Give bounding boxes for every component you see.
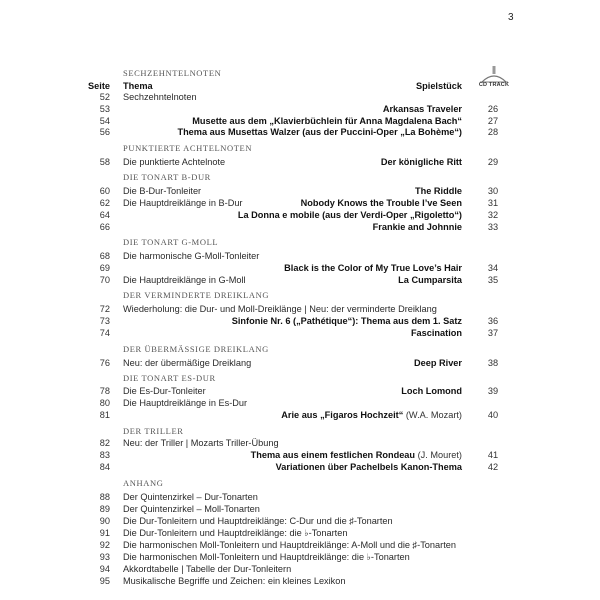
toc-row: [0, 91, 600, 103]
page-ref: 91: [99, 528, 110, 538]
toc-row: [0, 357, 600, 369]
piece: [276, 461, 462, 473]
page-ref: 81: [99, 410, 110, 420]
column-header-spielstueck: Spielstück: [416, 81, 462, 91]
topic: Die Es-Dur-Tonleiter: [123, 386, 206, 396]
piece-title: La Donna e mobile (aus der Verdi-Oper „Rigoletto“): [237, 210, 462, 220]
toc-row: [0, 551, 600, 563]
page-number: 3: [508, 12, 514, 23]
piece-title: Black is the Color of My True Love’s Hair: [284, 263, 462, 273]
page-ref: 84: [99, 462, 110, 472]
topic: Akkordtabelle | Tabelle der Dur-Tonleitern: [123, 564, 292, 574]
toc-row: [0, 315, 600, 327]
topic: Neu: der Triller | Mozarts Triller-Übung: [123, 438, 279, 448]
piece-title: Thema aus Musettas Walzer (aus der Puccini-Oper „La Bohème“): [177, 127, 462, 137]
page-ref: 53: [99, 104, 110, 114]
topic: Musikalische Begriffe und Zeichen: ein kleines Lexikon: [123, 576, 346, 586]
piece: [301, 197, 462, 209]
page-ref: 72: [99, 304, 110, 314]
toc-row: [0, 397, 600, 409]
page-ref: 83: [99, 450, 110, 460]
page-ref: 56: [99, 127, 110, 137]
toc-row: [0, 385, 600, 397]
section-title: DER TRILLER: [123, 426, 184, 436]
cd-track-number: 40: [487, 410, 499, 420]
cd-track-number: 30: [487, 186, 499, 196]
section-title: DER ÜBERMÄSSIGE DREIKLANG: [123, 344, 269, 354]
topic: Der Quintenzirkel – Dur-Tonarten: [123, 492, 258, 502]
toc-row: [0, 221, 600, 233]
page-ref: 68: [99, 251, 110, 261]
topic: Sechzehntelnoten: [123, 92, 197, 102]
toc-row: [0, 449, 600, 461]
toc-row: [0, 327, 600, 339]
column-header-seite: Seite: [88, 81, 110, 91]
cd-track-number: 36: [487, 316, 499, 326]
cd-track-number: 42: [487, 462, 499, 472]
piece-note: (J. Mouret): [415, 450, 462, 460]
toc-row: [0, 209, 600, 221]
toc-row: [0, 250, 600, 262]
toc-row: [0, 491, 600, 503]
section-title: DIE TONART B-DUR: [123, 172, 211, 182]
cd-track-label: CD TRACK: [478, 82, 510, 88]
piece: [284, 262, 462, 274]
page-ref: 73: [99, 316, 110, 326]
section-title: SECHZEHNTELNOTEN: [123, 68, 222, 78]
piece-title: Sinfonie Nr. 6 („Pathétique“): Thema aus dem 1. Satz: [231, 316, 462, 326]
page-ref: 74: [99, 328, 110, 338]
toc-row: [0, 156, 600, 168]
toc-row: [0, 103, 600, 115]
page-ref: 52: [99, 92, 110, 102]
page-ref: 93: [99, 552, 110, 562]
toc-row: [0, 575, 600, 587]
topic: Die Dur-Tonleitern und Hauptdreiklänge: die ♭-Tonarten: [123, 528, 348, 538]
section-title: ANHANG: [123, 478, 164, 488]
topic: Die Hauptdreiklänge in Es-Dur: [123, 398, 248, 408]
piece-title: Nobody Knows the Trouble I’ve Seen: [300, 198, 462, 208]
topic: Die Dur-Tonleitern und Hauptdreiklänge: C-Dur und die ♯-Tonarten: [123, 516, 393, 526]
piece-title: Arie aus „Figaros Hochzeit“: [281, 410, 404, 420]
toc-row: [0, 539, 600, 551]
piece-title: La Cumparsita: [398, 275, 462, 285]
cd-track-number: 26: [487, 104, 499, 114]
page-ref: 66: [99, 222, 110, 232]
page-ref: 58: [99, 157, 110, 167]
piece: [398, 274, 462, 286]
topic: Neu: der übermäßige Dreiklang: [123, 358, 252, 368]
piece-title: Variationen über Pachelbels Kanon-Thema: [275, 462, 462, 472]
page-ref: 60: [99, 186, 110, 196]
cd-track-number: 34: [487, 263, 499, 273]
page-ref: 95: [99, 576, 110, 586]
toc-row: [0, 409, 600, 421]
toc-row: [0, 303, 600, 315]
cd-track-number: 37: [487, 328, 499, 338]
toc-row: [0, 197, 600, 209]
cd-track-number: 41: [487, 450, 499, 460]
cd-track-number: 27: [487, 116, 499, 126]
page-ref: 80: [99, 398, 110, 408]
page-ref: 89: [99, 504, 110, 514]
piece: [373, 221, 462, 233]
piece-title: Thema aus einem festlichen Rondeau: [250, 450, 416, 460]
piece: [177, 126, 462, 138]
cd-track-number: 35: [487, 275, 499, 285]
piece: [238, 209, 462, 221]
cd-track-number: 39: [487, 386, 499, 396]
toc-row: [0, 185, 600, 197]
toc-row: [0, 563, 600, 575]
toc-row: [0, 527, 600, 539]
section-title: DER VERMINDERTE DREIKLANG: [123, 290, 270, 300]
toc-row: [0, 461, 600, 473]
page-ref: 70: [99, 275, 110, 285]
topic: Die harmonische G-Moll-Tonleiter: [123, 251, 260, 261]
section-title: DIE TONART G-MOLL: [123, 237, 219, 247]
piece: [251, 449, 462, 461]
piece-title: Loch Lomond: [401, 386, 462, 396]
piece-title: Der königliche Ritt: [380, 157, 462, 167]
topic: Die Hauptdreiklänge in G-Moll: [123, 275, 246, 285]
topic: Die Hauptdreiklänge in B-Dur: [123, 198, 243, 208]
page-ref: 76: [99, 358, 110, 368]
toc-row: [0, 262, 600, 274]
page-ref: 62: [99, 198, 110, 208]
piece: [281, 409, 462, 421]
page-ref: 90: [99, 516, 110, 526]
cd-track-number: 31: [487, 198, 499, 208]
page-ref: 82: [99, 438, 110, 448]
page-ref: 54: [99, 116, 110, 126]
toc-row: [0, 515, 600, 527]
cd-track-number: 32: [487, 210, 499, 220]
page-ref: 92: [99, 540, 110, 550]
piece: [411, 327, 462, 339]
column-header-thema: Thema: [123, 81, 153, 91]
piece-title: The Riddle: [415, 186, 462, 196]
piece: [232, 315, 462, 327]
topic: Die harmonischen Moll-Tonleitern und Hauptdreiklänge: A-Moll und die ♯-Tonarten: [123, 540, 456, 550]
topic: Die punktierte Achtelnote: [123, 157, 226, 167]
section-title: DIE TONART ES-DUR: [123, 373, 216, 383]
topic: Wiederholung: die Dur- und Moll-Dreiklänge | Neu: der verminderte Dreiklang: [123, 304, 437, 314]
page-ref: 88: [99, 492, 110, 502]
piece: [415, 185, 462, 197]
piece: [381, 156, 462, 168]
piece-title: Deep River: [413, 358, 462, 368]
section-title: PUNKTIERTE ACHTELNOTEN: [123, 143, 253, 153]
piece: [414, 357, 462, 369]
piece-title: Fascination: [410, 328, 462, 338]
piece-title: Frankie and Johnnie: [372, 222, 462, 232]
piece-title: Musette aus dem „Klavierbüchlein für Anna Magdalena Bach“: [192, 116, 462, 126]
page-ref: 64: [99, 210, 110, 220]
topic: Der Quintenzirkel – Moll-Tonarten: [123, 504, 260, 514]
page-ref: 69: [99, 263, 110, 273]
topic: Die harmonischen Moll-Tonleitern und Hauptdreiklänge: die ♭-Tonarten: [123, 552, 410, 562]
piece: [383, 103, 462, 115]
toc-row: [0, 503, 600, 515]
cd-track-number: 29: [487, 157, 499, 167]
piece-note: (W.A. Mozart): [403, 410, 462, 420]
toc-row: [0, 274, 600, 286]
toc-row: [0, 126, 600, 138]
page-ref: 94: [99, 564, 110, 574]
cd-track-number: 38: [487, 358, 499, 368]
topic: Die B-Dur-Tonleiter: [123, 186, 202, 196]
piece-title: Arkansas Traveler: [382, 104, 462, 114]
page-ref: 78: [99, 386, 110, 396]
cd-track-number: 28: [487, 127, 499, 137]
cd-track-number: 33: [487, 222, 499, 232]
piece: [401, 385, 462, 397]
toc-row: [0, 437, 600, 449]
